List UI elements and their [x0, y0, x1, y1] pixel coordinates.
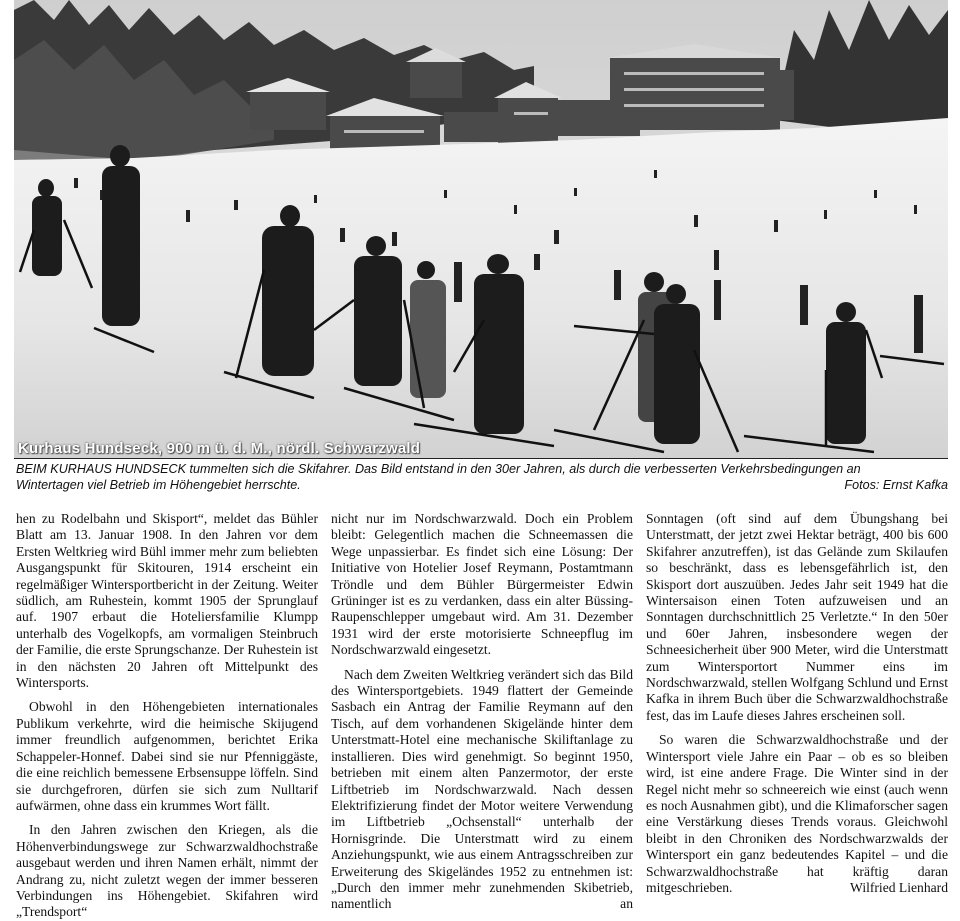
photo-caption	[16, 461, 948, 493]
caption-line-1-rest: tummelten sich die Skifahrer. Das Bild entstand in den 30er Jahren, als durch die verbesserten Verkehrsbedingungen an	[186, 462, 861, 476]
caption-line-2	[16, 477, 948, 493]
article-paragraph: Nach dem Zweiten Weltkrieg verändert sich das Bild des Wintersportgebiets. 1949 flattert der Gemeinde Sasbach ein Antrag der Familie Reymann auf den Tisch, auf dem vorhandenen Skigelände hinter dem Unterstmatt-Hotel eine mechanische Skiliftanlage zu installieren. Dies wird genehmigt. So beginnt 1950, betrieben mit einem alten Panzermotor, der erste Liftbetrieb im Nordschwarzwald. Nach dessen Elektrifizierung findet der Motor weitere Verwendung im Liftbetrieb „Ochsenstall“ unterhalb der Hornisgrinde. Die Unterstmatt wird zu einem Anziehungspunkt, wie aus einem Antragsschreiben zur Erweiterung des Skigeländes 1952 zu entnehmen ist: „Durch den immer mehr zunehmenden Skibetrieb, namentlich an	[331, 666, 633, 912]
article-column-1	[16, 511, 318, 921]
photo-inscription: Kurhaus Hundseck, 900 m ü. d. M., nördl. Schwarzwald	[18, 440, 421, 457]
article-author: Wilfried Lienhard	[850, 879, 948, 895]
caption-lead: BEIM KURHAUS HUNDSECK	[16, 462, 187, 476]
article-paragraph: nicht nur im Nordschwarzwald. Doch ein Problem bleibt: Gelegentlich machen die Schneemassen die Wege unpassierbar. Es findet sich eine Lösung: Der Initiative von Hotelier Josef Reymann, Postamtmann Tröndle und dem Bühler Bürgermeister Edwin Grüninger ist es zu verdanken, dass ein alter Büssing-Raupenschlepper umgebaut wird. Am 31. Dezember 1931 wird der erste motorisierte Schneepflug im Nordschwarzwald eingesetzt.	[331, 511, 633, 658]
article-final-text: So waren die Schwarzwaldhochstraße und der Wintersport viele Jahre ein Paar – ob es so bleiben wird, ist eine andere Frage. Die Winter sind in der Regel nicht mehr so schneereich wie einst (auch wenn es noch Ausnahmen gibt), und die Klimaforscher sagen eine Verstärkung dieses Trends voraus. Gleichwohl bleibt in den Chroniken des Nordschwarzwalds der Wintersport ein ganz bedeutendes Kapitel – und die Schwarzwaldhochstraße hat kräftig daran mitgeschrieben.	[646, 732, 948, 895]
photo-credit: Fotos: Ernst Kafka	[844, 478, 948, 492]
ski-scene-illustration	[14, 0, 948, 458]
historic-ski-photo	[14, 0, 948, 459]
article-paragraph: Obwohl in den Höhengebieten internationales Publikum verkehrte, wird die heimische Skijugend immer freundlich aufgenommen, berichtet Erika Schappeler-Honnef. Dabei sind sie nur Pfenniggäste, die eine reichlich bemessene Erbsensuppe löffeln. Sind sie durchgefroren, dürfen sie sich zum Nulltarif aufwärmen, ohne dass ein krummes Wort fällt.	[16, 699, 318, 813]
article-paragraph: hen zu Rodelbahn und Skisport“, meldet das Bühler Blatt am 13. Januar 1908. In den Jahren vor dem Ersten Weltkrieg wird Bühl immer mehr zum beliebten Ausgangspunkt für Skitouren, 1914 erscheint ein regelmäßiger Wintersportbericht in der Zeitung. Weiter südlich, am Ruhestein, kommt 1905 der Sprunglauf auf. 1907 erbaut die Hoteliersfamilie Klumpp unterhalb des Vogelkopfs, am vormaligen Steinbruch der Familie, die erste Sprungschanze. Der Ruhestein ist in den nächsten 20 Jahren oft Mittelpunkt des Wintersports.	[16, 511, 318, 691]
caption-line-2-text: Wintertagen viel Betrieb im Höhengebiet herrschte.	[16, 478, 301, 492]
article-paragraph: Sonntagen (oft sind auf dem Übungshang bei Unterstmatt, der jetzt zwei Hektar beträgt, 400 bis 600 Skifahrer anzutreffen), ist das Gelände zum Skilaufen so beschränkt, dass es lebensgefährlich ist, den Skisport dort auszuüben. Jedes Jahr seit 1949 hat die Wintersaison einen Toten aufzuweisen und an Sonntagen durchschnittlich 25 Verletzte.“ In den 50er und 60er Jahren, insbesondere wegen der Schneesicherheit über 900 Meter, wird die Unterstmatt zum Wintersportort Nummer eins im Nordschwarzwald, stellen Wolfgang Schlund und Ernst Kafka in ihrem Buch über die Schwarzwaldhochstraße fest, das im Laufe dieses Jahres erscheinen soll.	[646, 511, 948, 723]
article-column-2	[331, 511, 633, 913]
article-column-3	[646, 511, 948, 896]
caption-line-1	[16, 461, 948, 477]
article-paragraph: In den Jahren zwischen den Kriegen, als die Höhenverbindungswege zur Schwarzwaldhochstraße ausgebaut werden und ihren Namen erhält, nimmt der Andrang zu, nicht zuletzt wegen der immer besseren Verbindungen ins Höhengebiet. Skifahren wird „Trendsport“	[16, 822, 318, 920]
article-body	[16, 511, 949, 920]
article-paragraph	[646, 732, 948, 896]
